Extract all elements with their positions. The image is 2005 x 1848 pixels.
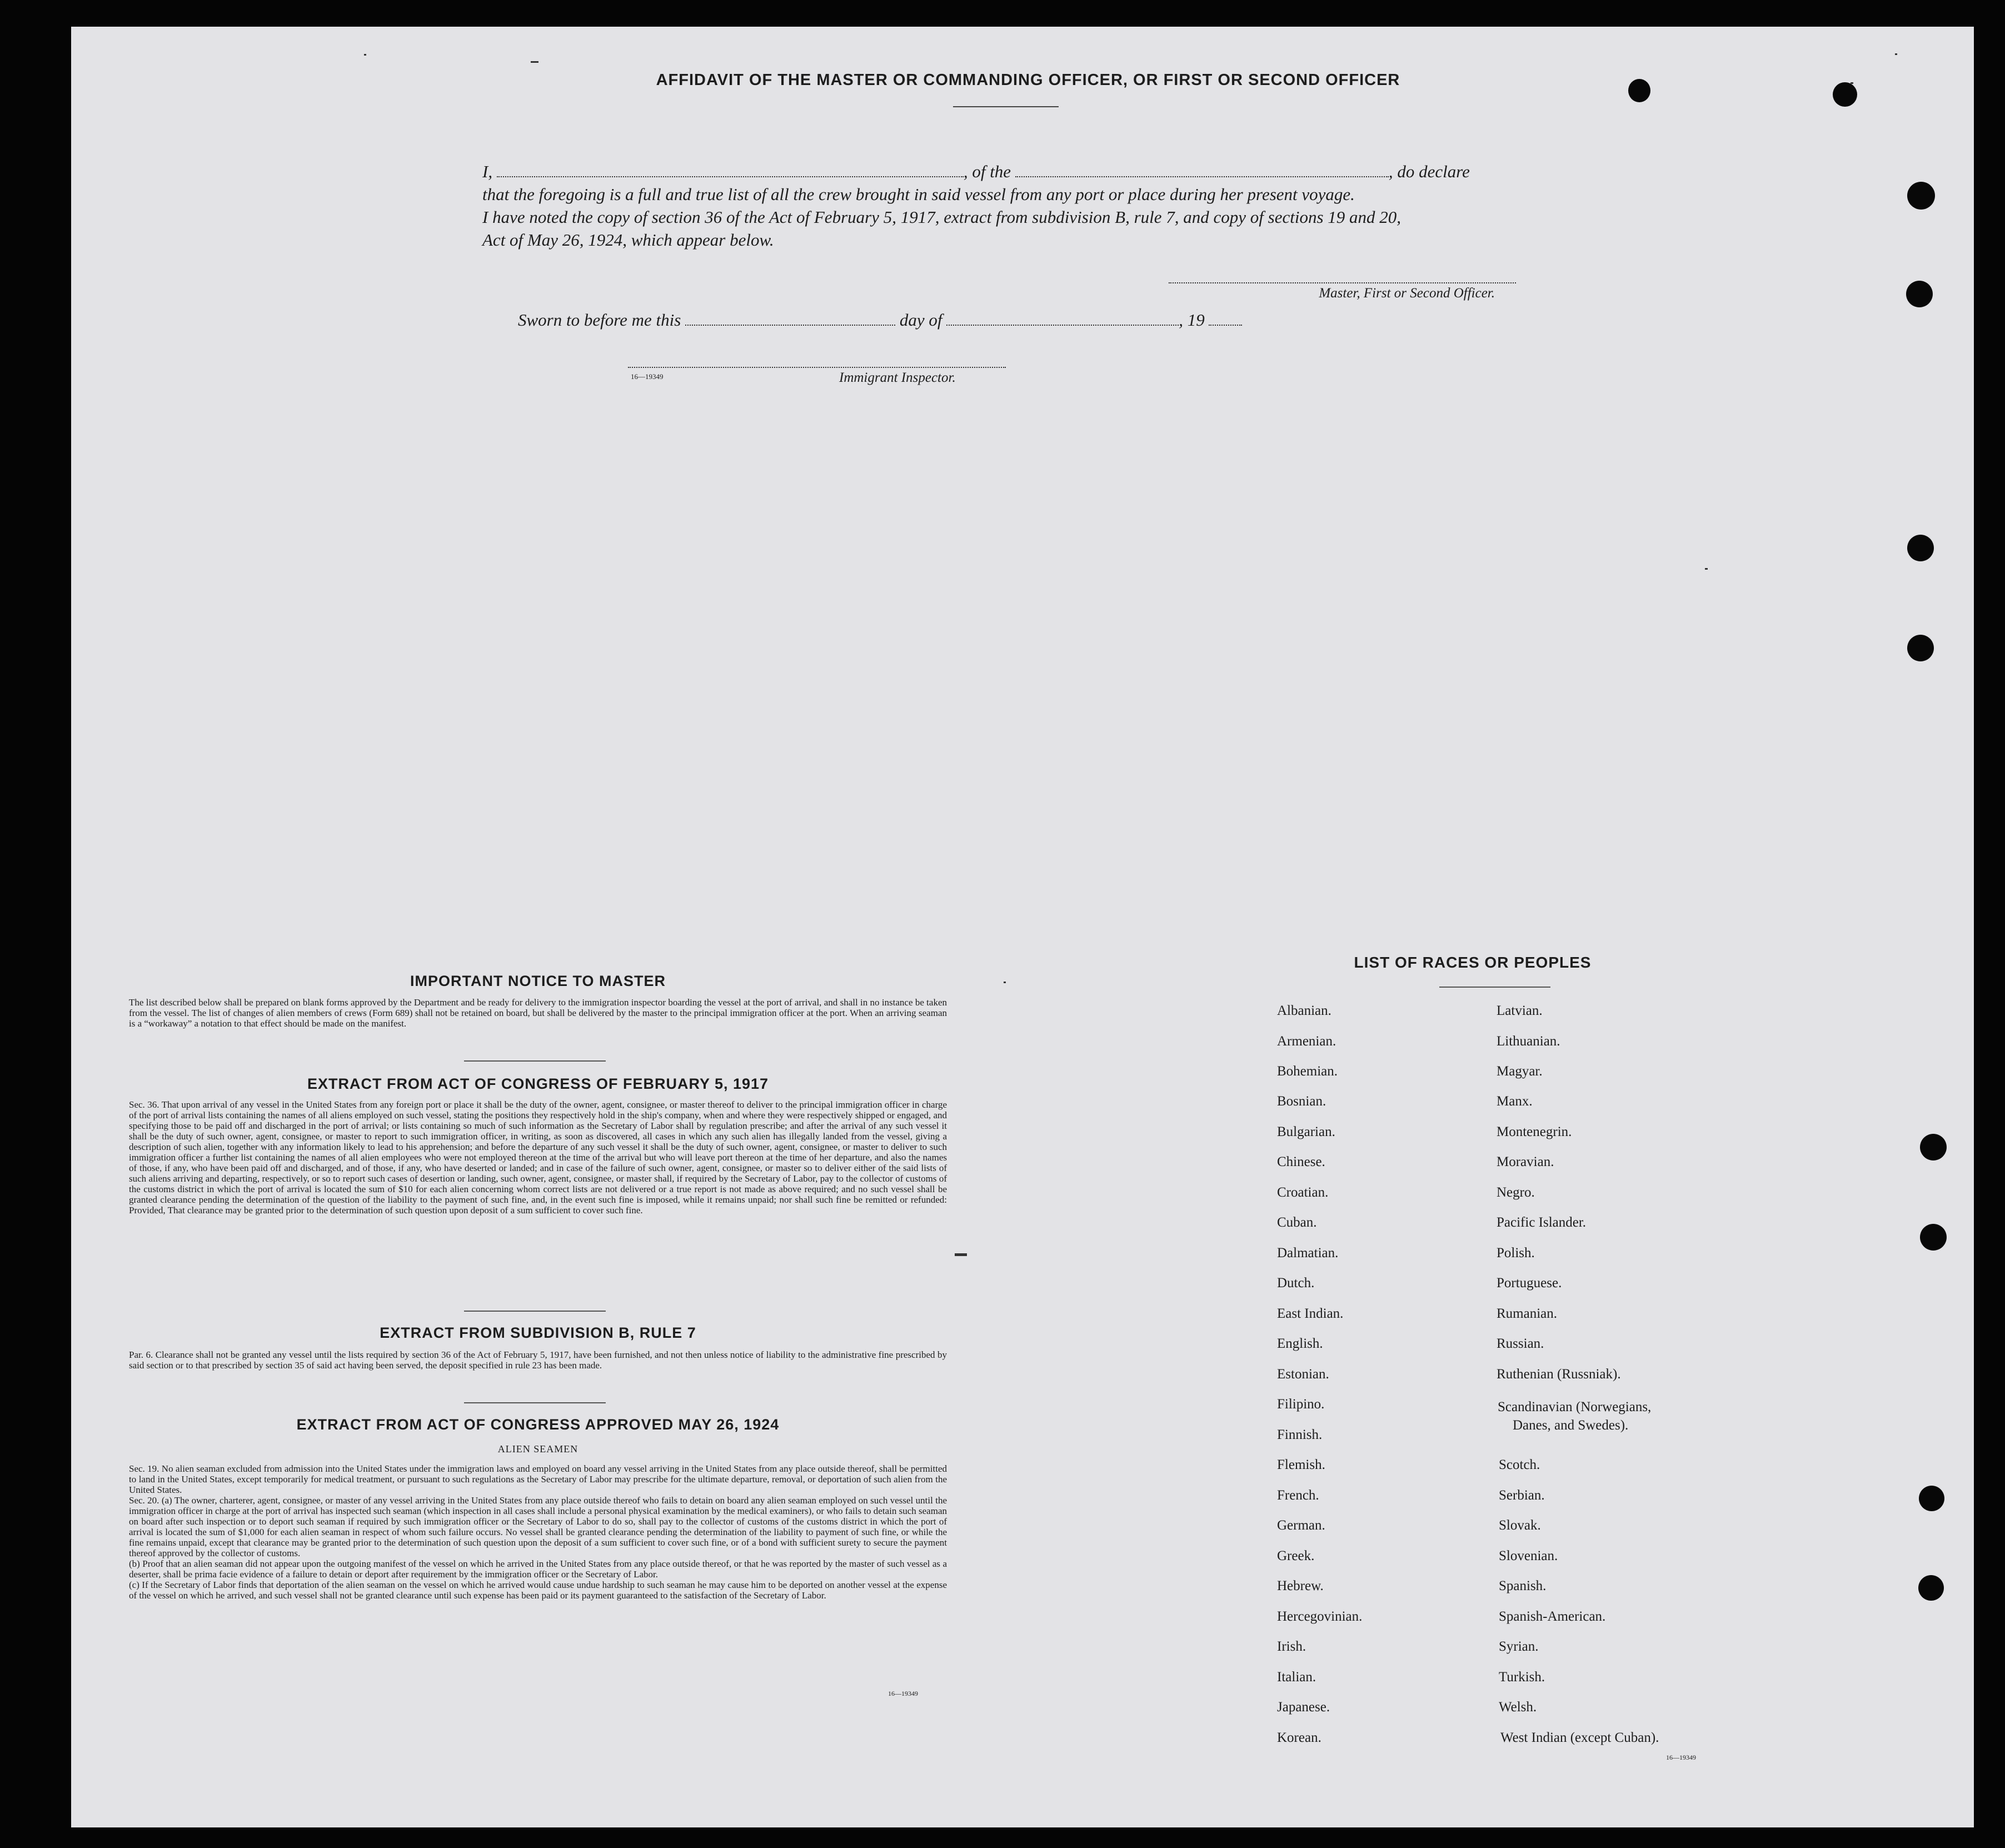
speck: [1705, 568, 1708, 570]
race-item: Japanese.: [1277, 1700, 1330, 1715]
race-item: Italian.: [1277, 1670, 1316, 1685]
punch-hole: [1907, 635, 1934, 661]
race-item: Estonian.: [1277, 1367, 1329, 1382]
race-item: Slovenian.: [1499, 1548, 1558, 1563]
punch-hole: [1920, 1224, 1947, 1251]
race-item: Turkish.: [1499, 1670, 1545, 1685]
form-code: 16—19349: [631, 372, 664, 381]
divider: [464, 1060, 606, 1062]
race-item: Dutch.: [1277, 1276, 1315, 1291]
divider: [1439, 987, 1550, 988]
affidavit-do-declare: , do declare: [1388, 162, 1470, 181]
race-item: Welsh.: [1499, 1700, 1537, 1715]
signature-label: Master, First or Second Officer.: [1319, 286, 1495, 301]
affidavit-title: AFFIDAVIT OF THE MASTER OR COMMANDING OFFICER, OR FIRST OR SECOND OFFICER: [656, 71, 1400, 89]
races-title: LIST OF RACES OR PEOPLES: [1354, 954, 1592, 971]
section-20c: (c) If the Secretary of Labor finds that deportation of the alien seaman on the vessel on which he arrived would cause undue hardship to such seaman he may cause him to be deported on another vessel at the expense of the vessel on which he arrived, and such vessel shall not be granted clearance until such expense has been paid or its payment guaranteed to the satisfaction of the Secretary of Labor.: [129, 1580, 947, 1601]
speck: [364, 54, 366, 56]
race-item: Irish.: [1277, 1639, 1306, 1654]
section-20a: Sec. 20. (a) The owner, charterer, agent, consignee, or master of any vessel arriving in the United States from any place outside thereof who fails to detain on board any alien seaman employed on such vessel until the immigration officer in charge at the port of arrival has inspected such seaman (which inspection in all cases shall include a personal physical examination by the medical examiners), or who fails to detain such seaman on board after such inspection or to deport such seaman if required by such immigration officer or the Secretary of Labor to do so, shall pay to the collector of customs of the customs district in which the port of arrival is located the sum of $1,000 for each alien seaman in respect of whom such failure occurs. No vessel shall be granted clearance pending the determination of the liability to payment of such fine, or while the fine remains unpaid, except that clearance may be granted prior to the determination of such question upon the deposit of a sum sufficient to cover such fine, or of a bond with sufficient surety to secure the payment thereof approved by the collector of customs.: [129, 1495, 947, 1558]
day-field[interactable]: [685, 322, 895, 326]
race-item: Syrian.: [1499, 1639, 1539, 1654]
race-item: Bulgarian.: [1277, 1124, 1335, 1139]
affidavit-line-4: Act of May 26, 1924, which appear below.: [482, 230, 774, 250]
speck: [1895, 53, 1897, 55]
extract-1917-body: Sec. 36. That upon arrival of any vessel in the United States from any foreign port or place it shall be the duty of the owner, agent, consignee, or master thereof to deliver to the principal immigration officer in charge of the port of arrival lists containing the names of all aliens employed on such vessel, stating the positions they respectively hold in the ship's company, when and where they were respectively shipped or engaged, and specifying those to be paid off and discharged in the port of arrival; or lists containing so much of such information as the Secretary of Labor shall by regulation prescribe; and after the arrival of any such vessel it shall be the duty of such owner, agent, consignee, or master to report to such immigration officer, in writing, as soon as discovered, all cases in which any such alien has illegally landed from the vessel, giving a description of such alien, together with any information likely to lead to his apprehension; and before the departure of any such vessel it shall be the duty of such owner, agent, consignee, or master to deliver to such immigration officer a further list containing the names of all alien employees who were not employed thereon at the time of the arrival but who will leave port thereon at the time of her departure, and also the names of those, if any, who have been paid off and discharged, and of those, if any, who have deserted or landed; and in case of the failure of such owner, agent, consignee, or master so to deliver either of the said lists of such aliens arriving and departing, respectively, or so to report such cases of desertion or landing, such owner, agent, consignee, or master shall, if required by the Secretary of Labor, pay to the collector of customs of the customs district in which the port of arrival is located the sum of $10 for each alien concerning whom correct lists are not delivered or a true report is not made as above required; and no such vessel shall be granted clearance pending the determination of the question of the liability to the payment of such fine, and, in the event such fine is imposed, while it remains unpaid; nor shall such fine be remitted or refunded: Provided, That clearance may be granted prior to the determination of such question upon deposit of a sum sufficient to cover such fine.: [129, 1099, 947, 1216]
punch-hole: [1918, 1575, 1944, 1601]
race-item: English.: [1277, 1336, 1323, 1351]
punch-hole: [1919, 1486, 1944, 1511]
notice-body: The list described below shall be prepared on blank forms approved by the Department and be ready for delivery to the immigration inspector boarding the vessel at the port of arrival, and shall in no instance be taken from the vessel. The list of changes of alien members of crews (Form 689) shall not be retained on board, but shall be delivered by the master to the principal immigration officer at the port. When an arriving seaman is a “workaway” a notation to that effect should be made on the manifest.: [129, 997, 947, 1029]
punch-hole: [1628, 79, 1650, 102]
extract-1924-body: [129, 1463, 947, 1601]
extract-1924-subheading: ALIEN SEAMEN: [497, 1443, 578, 1455]
race-item: Hercegovinian.: [1277, 1609, 1363, 1624]
race-item: Ruthenian (Russniak).: [1497, 1367, 1621, 1382]
punch-hole: [1920, 1134, 1947, 1160]
divider: [464, 1402, 606, 1403]
race-item: Manx.: [1497, 1094, 1533, 1109]
race-item: Hebrew.: [1277, 1578, 1324, 1593]
month-field[interactable]: [946, 322, 1179, 326]
sworn-year: , 19: [1179, 310, 1205, 330]
sworn-day-of: day of: [899, 310, 942, 330]
race-item: West Indian (except Cuban).: [1500, 1730, 1659, 1745]
extract-1924-heading: EXTRACT FROM ACT OF CONGRESS APPROVED MAY 26, 1924: [296, 1416, 780, 1433]
race-item: Montenegrin.: [1497, 1124, 1572, 1139]
speck: [1851, 82, 1853, 84]
race-item: Korean.: [1277, 1730, 1321, 1745]
race-item: Scotch.: [1499, 1457, 1540, 1472]
race-item: Chinese.: [1277, 1154, 1325, 1169]
affidavit-i: I,: [482, 162, 493, 181]
year-field[interactable]: [1209, 322, 1242, 326]
sworn-prefix: Sworn to before me this: [518, 310, 681, 330]
race-item: Armenian.: [1277, 1034, 1336, 1049]
race-item: Pacific Islander.: [1497, 1215, 1587, 1230]
inspector-label: Immigrant Inspector.: [839, 370, 956, 385]
race-item: Polish.: [1497, 1246, 1535, 1261]
affidavit-text: [482, 160, 1538, 251]
inspector-signature-line[interactable]: [628, 367, 1006, 368]
name-field[interactable]: [497, 174, 964, 177]
race-item: Scandinavian (Norwegians,: [1498, 1399, 1652, 1414]
divider: [953, 106, 1059, 107]
punch-hole: [1907, 182, 1935, 210]
punch-hole: [1906, 281, 1933, 307]
race-item: Spanish.: [1499, 1578, 1547, 1593]
race-item: Russian.: [1497, 1336, 1544, 1351]
vessel-field[interactable]: [1015, 174, 1389, 177]
punch-hole: [1833, 82, 1857, 107]
affidavit-of-the: , of the: [963, 162, 1011, 181]
extract-1917-heading: EXTRACT FROM ACT OF CONGRESS OF FEBRUARY 5, 1917: [307, 1075, 769, 1092]
race-item: Greek.: [1277, 1548, 1315, 1563]
race-item: German.: [1277, 1518, 1325, 1533]
race-item: Bosnian.: [1277, 1094, 1326, 1109]
race-item: Moravian.: [1497, 1154, 1554, 1169]
race-item: French.: [1277, 1488, 1319, 1503]
race-item: Dalmatian.: [1277, 1246, 1339, 1261]
affidavit-line-2: that the foregoing is a full and true list of all the crew brought in said vessel from any port or place during her present voyage.: [482, 185, 1355, 204]
race-item: Rumanian.: [1497, 1306, 1558, 1321]
divider: [464, 1311, 606, 1312]
affidavit-line-3: I have noted the copy of section 36 of the Act of February 5, 1917, extract from subdivision B, rule 7, and copy of sections 19 and 20,: [482, 207, 1401, 227]
race-item: Bohemian.: [1277, 1064, 1338, 1079]
race-item: Danes, and Swedes).: [1513, 1418, 1629, 1433]
race-item: Negro.: [1497, 1185, 1535, 1200]
race-item: Flemish.: [1277, 1457, 1325, 1472]
punch-hole: [1907, 535, 1934, 561]
sworn-line: [518, 310, 1242, 330]
race-item: Finnish.: [1277, 1427, 1323, 1442]
race-item: East Indian.: [1277, 1306, 1344, 1321]
section-20b: (b) Proof that an alien seaman did not appear upon the outgoing manifest of the vessel on which he arrived in the United States from any place outside thereof, or that he was reported by the master of such vessel as a deserter, shall be prima facie evidence of a failure to detain or deport after requirement by the immigration officer or the Secretary of Labor.: [129, 1558, 947, 1580]
race-item: Croatian.: [1277, 1185, 1329, 1200]
race-item: Latvian.: [1497, 1003, 1543, 1018]
race-item: Portuguese.: [1497, 1276, 1562, 1291]
race-item: Cuban.: [1277, 1215, 1317, 1230]
speck: [531, 61, 538, 63]
notice-heading: IMPORTANT NOTICE TO MASTER: [410, 973, 666, 989]
speck: [1004, 982, 1006, 983]
extract-rule7-body: Par. 6. Clearance shall not be granted any vessel until the lists required by section 36 of the Act of February 5, 1917, have been furnished, and not then unless notice of liability to the administrative fine prescribed by said section or to that prescribed by section 35 of said act having been served, the deposit specified in rule 23 has been made.: [129, 1349, 947, 1371]
race-item: Spanish-American.: [1499, 1609, 1606, 1624]
form-code: 16—19349: [1666, 1754, 1696, 1761]
race-item: Lithuanian.: [1497, 1034, 1560, 1049]
section-19: Sec. 19. No alien seaman excluded from admission into the United States under the immigration laws and employed on board any vessel arriving in the United States from any place outside thereof, shall be permitted to land in the United States, except temporarily for medical treatment, or pursuant to such regulations as the Secretary of Labor may prescribe for the ultimate departure, removal, or deportation of such alien from the United States.: [129, 1463, 947, 1495]
speck: [955, 1253, 967, 1256]
signature-line[interactable]: [1169, 282, 1516, 283]
race-item: Magyar.: [1497, 1064, 1543, 1079]
form-code: 16—19349: [888, 1690, 918, 1697]
race-item: Slovak.: [1499, 1518, 1541, 1533]
race-item: Albanian.: [1277, 1003, 1331, 1018]
race-item: Filipino.: [1277, 1397, 1325, 1412]
extract-rule7-heading: EXTRACT FROM SUBDIVISION B, RULE 7: [380, 1324, 696, 1341]
race-item: Serbian.: [1499, 1488, 1545, 1503]
